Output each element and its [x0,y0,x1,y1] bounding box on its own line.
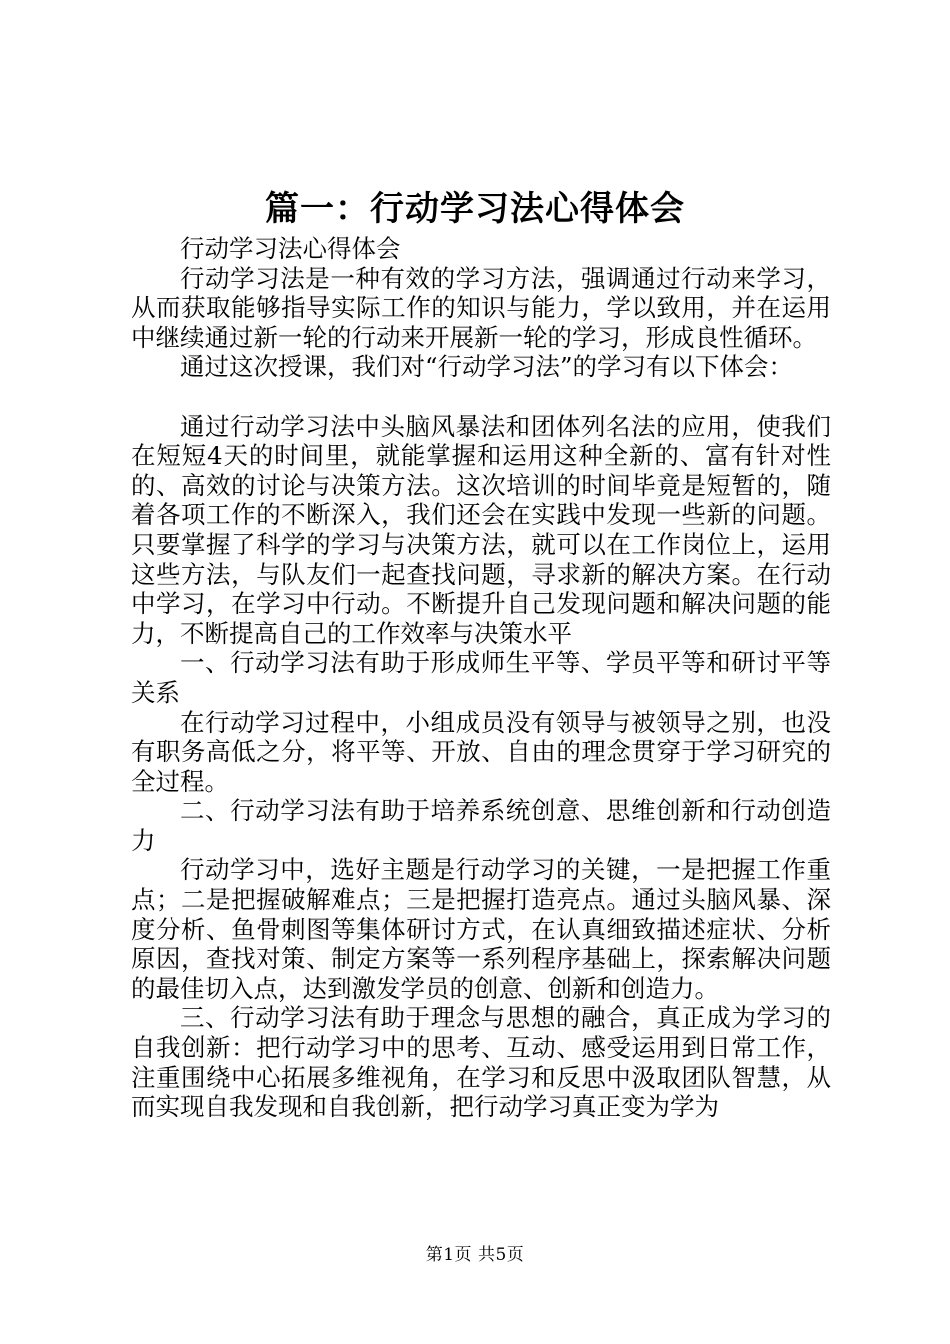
section-heading-three: 三、行动学习法有助于理念与思想的融合，真正成为学习的自我创新：把行动学习中的思考、互动、感受运用到日常工作，注重围绕中心拓展多维视角，在学习和反思中汲取团队智慧，从而实现自我发现和自我创新，把行动学习真正变为学为 [131,1003,831,1122]
document-body [131,234,831,1122]
paragraph-application: 通过行动学习法中头脑风暴法和团体列名法的应用，使我们在短短4天的时间里，就能掌握和运用这种全新的、富有针对性的、高效的讨论与决策方法。这次培训的时间毕竟是短暂的，随着各项工作的不断深入，我们还会在实践中发现一些新的问题。只要掌握了科学的学习与决策方法，就可以在工作岗位上，运用这些方法，与队友们一起查找问题，寻求新的解决方案。在行动中学习，在学习中行动。不断提升自己发现问题和解决问题的能力，不断提高自己的工作效率与决策水平 [131,411,831,648]
paragraph-subtitle: 行动学习法心得体会 [180,234,401,263]
section-heading-one: 一、行动学习法有助于形成师生平等、学员平等和研讨平等关系 [131,648,831,707]
page-footer: 第1页 共5页 [425,1245,525,1265]
paragraph-creativity: 行动学习中，选好主题是行动学习的关键，一是把握工作重点；二是把握破解难点；三是把握打造亮点。通过头脑风暴、深度分析、鱼骨刺图等集体研讨方式，在认真细致描述症状、分析原因，查找对策、制定方案等一系列程序基础上，探索解决问题的最佳切入点，达到激发学员的创意、创新和创造力。 [131,855,831,1003]
document-title: 篇一：行动学习法心得体会 [265,189,685,229]
blank-line [131,382,831,412]
section-heading-two: 二、行动学习法有助于培养系统创意、思维创新和行动创造力 [131,796,831,855]
paragraph-lead-in: 通过这次授课，我们对“行动学习法”的学习有以下体会： [180,352,794,382]
paragraph-intro: 行动学习法是一种有效的学习方法，强调通过行动来学习，从而获取能够指导实际工作的知识与能力，学以致用，并在运用中继续通过新一轮的行动来开展新一轮的学习，形成良性循环。 [131,263,831,352]
paragraph-equality: 在行动学习过程中，小组成员没有领导与被领导之别，也没有职务高低之分，将平等、开放、自由的理念贯穿于学习研究的全过程。 [131,707,831,796]
